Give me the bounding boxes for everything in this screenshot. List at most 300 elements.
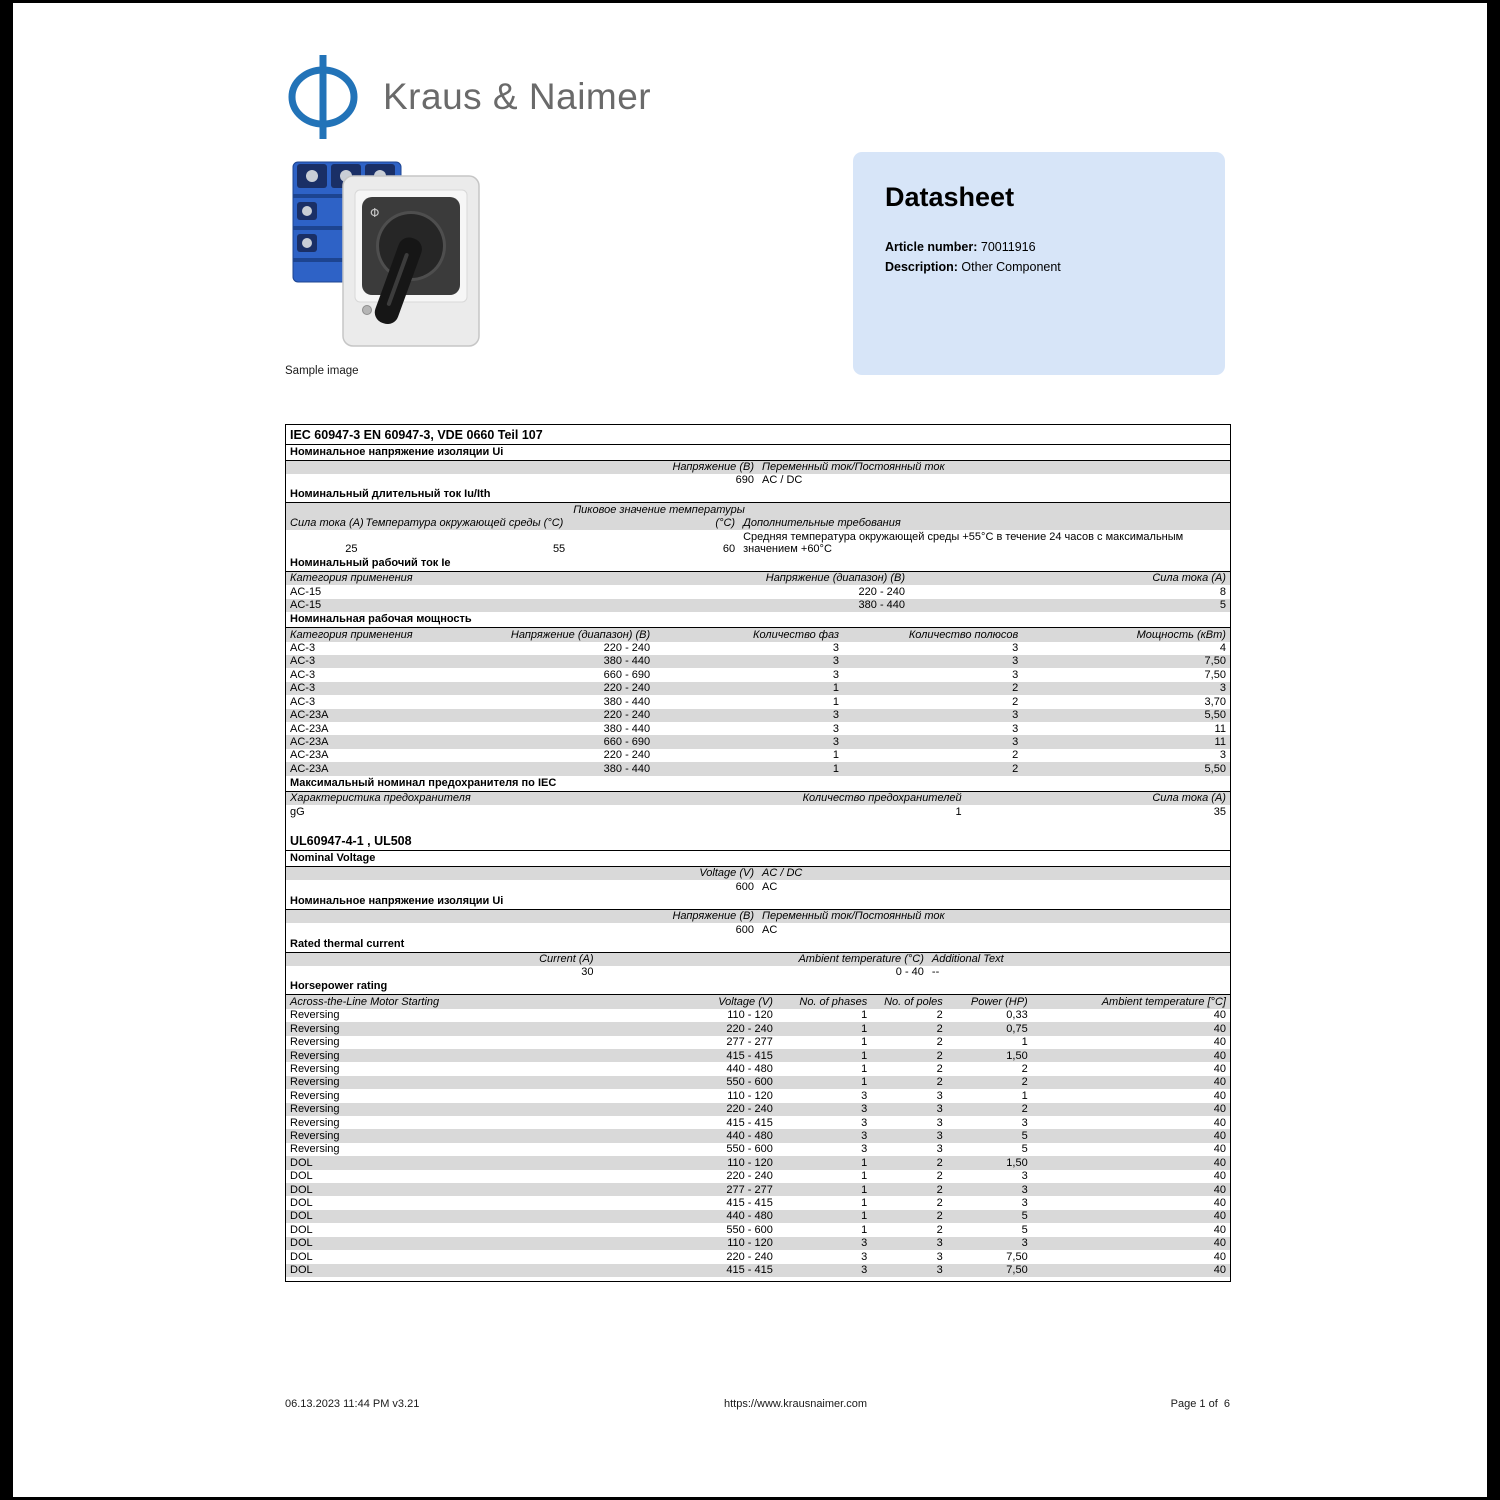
cell: 2	[936, 1156, 943, 1169]
cell: 380 - 440	[603, 762, 651, 775]
product-photo	[285, 150, 485, 355]
cell: 7,50	[1006, 1264, 1028, 1276]
cell: 3	[832, 709, 839, 722]
data-row	[286, 1196, 1230, 1209]
section-label: Номинальное напряжение изоляции Ui	[290, 894, 504, 907]
data-row	[286, 1062, 1230, 1075]
data-row	[286, 735, 1230, 748]
cell: DOL	[290, 1210, 313, 1223]
cell: AC-23A	[290, 749, 329, 762]
data-row	[286, 1103, 1230, 1116]
description-label: Description:	[885, 260, 958, 274]
cell: 550 - 600	[726, 1143, 773, 1156]
data-row	[286, 1076, 1230, 1089]
cell: 3	[861, 1250, 868, 1263]
cell: 220 - 240	[726, 1022, 773, 1035]
cell: Additional Text	[931, 953, 1004, 966]
cell: 5	[1021, 1129, 1028, 1142]
cell: 440 - 480	[726, 1129, 773, 1142]
article-number-value: 70011916	[980, 240, 1036, 254]
cell: 40	[1213, 1250, 1226, 1263]
subsection-title-row	[286, 851, 1230, 867]
cell: 600	[735, 880, 754, 893]
cell: 220 - 240	[726, 1170, 773, 1183]
cell: 2	[936, 1210, 943, 1223]
data-row	[286, 474, 1230, 487]
cell: 40	[1213, 1009, 1226, 1022]
cell: Ambient temperature (°C)	[798, 953, 924, 966]
data-row	[286, 530, 1230, 556]
cell: 1	[861, 1076, 868, 1089]
cell: 2	[936, 1183, 943, 1196]
cell: 40	[1213, 1089, 1226, 1102]
section-label: Номинальный длительный ток Iu/Ith	[290, 488, 491, 501]
cell: Across-the-Line Motor Starting	[290, 995, 440, 1008]
cell: 5	[1021, 1210, 1028, 1223]
cell: Характеристика предохранителя	[290, 792, 471, 805]
column-header-row	[286, 910, 1230, 923]
subsection-title-row	[286, 612, 1230, 628]
cell: 40	[1213, 1237, 1226, 1250]
data-row	[286, 1250, 1230, 1263]
cell: Переменный ток/Постоянный ток	[762, 910, 945, 923]
cell: Reversing	[290, 1009, 340, 1022]
cell: 1	[832, 682, 839, 695]
cell: 3	[832, 655, 839, 668]
brand-phi-icon	[283, 55, 363, 139]
cell: Средняя температура окружающей среды +55°C в течение 24 часов с максимальным значением +60°C	[743, 530, 1184, 556]
cell: 220 - 240	[603, 642, 651, 655]
cell: (°C)	[715, 517, 736, 530]
section-label: Rated thermal current	[290, 937, 405, 950]
cell: 40	[1213, 1196, 1226, 1209]
cell: Переменный ток/Постоянный ток	[762, 461, 945, 473]
cell: 440 - 480	[726, 1062, 773, 1075]
cell: 11	[1214, 722, 1226, 735]
data-row	[286, 1156, 1230, 1169]
cell: 415 - 415	[726, 1049, 773, 1062]
data-row	[286, 695, 1230, 708]
cell: 3	[936, 1264, 943, 1276]
cell: AC-3	[290, 668, 316, 681]
cell: AC-23A	[290, 735, 329, 748]
cell: AC-23A	[290, 709, 329, 722]
data-row	[286, 1129, 1230, 1142]
cell: Пиковое значение температуры	[573, 503, 745, 516]
cell: Voltage (V)	[718, 995, 773, 1008]
column-header-row	[286, 867, 1230, 880]
spacer-row	[286, 1277, 1230, 1281]
data-row	[286, 1183, 1230, 1196]
cell: --	[931, 966, 940, 979]
cell: Current (A)	[539, 953, 594, 966]
data-row	[286, 1210, 1230, 1223]
data-row	[286, 762, 1230, 775]
data-row	[286, 722, 1230, 735]
cell: 3	[1012, 668, 1019, 681]
cell: 2	[936, 1049, 943, 1062]
cell: Температура окружающей среды (°C)	[365, 517, 564, 530]
cell: 220 - 240	[726, 1103, 773, 1116]
cell: Reversing	[290, 1089, 340, 1102]
cell: 2	[936, 1170, 943, 1183]
cell: 60	[722, 543, 736, 556]
cell: 0,33	[1006, 1009, 1028, 1022]
cell: 0 - 40	[895, 966, 924, 979]
cell: 35	[1213, 805, 1226, 818]
cell: AC	[762, 923, 778, 936]
cell: AC-23A	[290, 722, 329, 735]
cell: Сила тока (A)	[1152, 792, 1226, 805]
cell: 3	[1021, 1116, 1028, 1129]
cell: 1	[861, 1062, 868, 1075]
cell: 3	[861, 1103, 868, 1116]
cell: Количество фаз	[753, 628, 839, 641]
cell: 415 - 415	[726, 1264, 773, 1276]
data-row	[286, 642, 1230, 655]
cell: AC	[762, 880, 778, 893]
column-header-row	[286, 461, 1230, 474]
brand-name: Kraus & Naimer	[383, 76, 652, 117]
cell: Дополнительные требования	[743, 517, 901, 530]
cell: 40	[1213, 1116, 1226, 1129]
cell: AC / DC	[762, 867, 803, 880]
cell: 110 - 120	[727, 1156, 773, 1169]
cell: 2	[1021, 1062, 1028, 1075]
cell: Reversing	[290, 1129, 340, 1142]
cell: 3	[832, 642, 839, 655]
cell: No. of poles	[884, 995, 943, 1008]
section-label: Максимальный номинал предохранителя по IEC	[290, 776, 557, 789]
cell: 2	[1012, 682, 1019, 695]
cell: 3	[861, 1264, 868, 1276]
cell: 25	[345, 543, 358, 556]
cell: AC-23A	[290, 762, 329, 775]
cell: 3	[936, 1089, 943, 1102]
cell: 380 - 440	[603, 695, 651, 708]
cell: 1	[832, 695, 839, 708]
cell: 3	[936, 1103, 943, 1116]
cell: DOL	[290, 1183, 313, 1196]
cell: 2	[936, 1022, 943, 1035]
cell: Напряжение (диапазон) (В)	[510, 628, 651, 641]
column-header-row	[286, 572, 1230, 585]
cell: 277 - 277	[726, 1036, 773, 1049]
cell: 3	[1012, 655, 1019, 668]
cell: 40	[1213, 1210, 1226, 1223]
cell: 1	[861, 1049, 868, 1062]
section-title-row	[286, 831, 1230, 851]
cell: 2	[936, 1223, 943, 1236]
product-caption: Sample image	[285, 365, 359, 377]
cell: 7,50	[1204, 655, 1226, 668]
data-row	[286, 585, 1230, 598]
section-label: UL60947-4-1 , UL508	[290, 834, 412, 849]
cell: 3	[936, 1143, 943, 1156]
cell: Количество полюсов	[908, 628, 1019, 641]
cell: Reversing	[290, 1143, 340, 1156]
cell: Reversing	[290, 1049, 340, 1062]
cell: 2	[1012, 762, 1019, 775]
cell: DOL	[290, 1237, 313, 1250]
cell: Ambient temperature [°C]	[1101, 995, 1226, 1008]
cell: 3	[1021, 1196, 1028, 1209]
cell: DOL	[290, 1250, 313, 1263]
cell: 5,50	[1204, 709, 1226, 722]
spacer-row	[286, 818, 1230, 831]
cell: 40	[1213, 1049, 1226, 1062]
cell: 40	[1213, 1129, 1226, 1142]
cell: 4	[1219, 642, 1226, 655]
cell: 3	[1021, 1170, 1028, 1183]
cell: 550 - 600	[726, 1223, 773, 1236]
cell: 660 - 690	[603, 668, 651, 681]
cell: 40	[1213, 1022, 1226, 1035]
section-label: Номинальное напряжение изоляции Ui	[290, 445, 504, 458]
cell: No. of phases	[799, 995, 868, 1008]
cell: Reversing	[290, 1022, 340, 1035]
data-row	[286, 1143, 1230, 1156]
cell: 1	[861, 1156, 868, 1169]
cell: 3	[936, 1237, 943, 1250]
footer-page-number: Page 1 of 6	[1170, 1398, 1230, 1410]
cell: Сила тока (A)	[290, 517, 364, 530]
card-title: Datasheet	[885, 182, 1015, 212]
page-frame-left	[0, 0, 13, 1500]
cell: 440 - 480	[726, 1210, 773, 1223]
cell: 1,50	[1006, 1049, 1028, 1062]
data-row	[286, 1036, 1230, 1049]
cell: 30	[581, 966, 594, 979]
cell: Количество предохранителей	[802, 792, 962, 805]
cell: 5	[1021, 1143, 1028, 1156]
cell: 7,50	[1204, 668, 1226, 681]
article-number-label: Article number:	[885, 240, 978, 254]
cell: 1	[861, 1210, 868, 1223]
cell: 40	[1213, 1062, 1226, 1075]
cell: Reversing	[290, 1076, 340, 1089]
cell: 40	[1213, 1036, 1226, 1049]
cell: 3	[1012, 735, 1019, 748]
data-row	[286, 682, 1230, 695]
cell: 1	[861, 1196, 868, 1209]
cell: DOL	[290, 1196, 313, 1209]
cell: 2	[936, 1009, 943, 1022]
cell: AC-15	[290, 599, 322, 612]
section-label: Номинальная рабочая мощность	[290, 613, 472, 626]
cell: 2	[1012, 695, 1019, 708]
cell: 220 - 240	[603, 709, 651, 722]
cell: Reversing	[290, 1062, 340, 1075]
cell: DOL	[290, 1170, 313, 1183]
cell: 1	[955, 805, 962, 818]
cell: 3	[861, 1116, 868, 1129]
data-row	[286, 1022, 1230, 1035]
cell: 3	[861, 1089, 868, 1102]
cell: 3	[1012, 722, 1019, 735]
section-label: IEC 60947-3 EN 60947-3, VDE 0660 Teil 107	[290, 428, 543, 442]
subsection-title-row	[286, 445, 1230, 461]
cell: 3	[936, 1250, 943, 1263]
section-title-row	[286, 425, 1230, 445]
cell: 660 - 690	[603, 735, 651, 748]
cell: 40	[1213, 1223, 1226, 1236]
cell: 40	[1213, 1076, 1226, 1089]
cell: 5	[1021, 1223, 1028, 1236]
cell: 220 - 240	[858, 585, 906, 598]
cell: 3	[861, 1237, 868, 1250]
cell: 277 - 277	[726, 1183, 773, 1196]
subsection-title-row	[286, 937, 1230, 953]
cell: 1	[1021, 1089, 1028, 1102]
section-label: Horsepower rating	[290, 980, 388, 993]
cell: 0,75	[1006, 1022, 1028, 1035]
section-label: Номинальный рабочий ток Ie	[290, 556, 451, 569]
column-header-row	[286, 628, 1230, 641]
description-value: Other Component	[961, 260, 1061, 274]
cell: 600	[735, 923, 754, 936]
data-row	[286, 655, 1230, 668]
cell: Мощность (кВт)	[1136, 628, 1226, 641]
cell: 3	[1219, 682, 1226, 695]
datasheet-card	[853, 152, 1225, 375]
cell: 1	[1021, 1036, 1028, 1049]
data-row	[286, 668, 1230, 681]
cell: 380 - 440	[603, 655, 651, 668]
cell: 40	[1213, 1156, 1226, 1169]
cell: 110 - 120	[727, 1009, 773, 1022]
product-figure	[285, 150, 485, 377]
cell: 3	[832, 668, 839, 681]
cell: gG	[290, 805, 305, 818]
cell: 1	[861, 1223, 868, 1236]
cell: Power (HP)	[970, 995, 1028, 1008]
cell: 1	[832, 749, 839, 762]
cell: 110 - 120	[727, 1237, 773, 1250]
data-row	[286, 1264, 1230, 1277]
cell: 40	[1213, 1143, 1226, 1156]
cell: 690	[735, 474, 754, 487]
cell: 2	[1021, 1076, 1028, 1089]
column-header-row	[286, 995, 1230, 1008]
cell: 1	[832, 762, 839, 775]
cell: Напряжение (В)	[672, 910, 754, 923]
cell: 380 - 440	[603, 722, 651, 735]
cell: 2	[1012, 749, 1019, 762]
cell: Сила тока (A)	[1152, 572, 1226, 585]
cell: AC / DC	[762, 474, 803, 487]
footer-url-link[interactable]: https://www.krausnaimer.com	[724, 1398, 868, 1410]
cell: 3	[936, 1116, 943, 1129]
cell: 3	[861, 1129, 868, 1142]
cell: AC-3	[290, 655, 316, 668]
data-row	[286, 1049, 1230, 1062]
cell: 110 - 120	[727, 1089, 773, 1102]
cell: 1,50	[1006, 1156, 1028, 1169]
page-frame-top	[0, 0, 1500, 3]
cell: 7,50	[1006, 1250, 1028, 1263]
cell: 2	[936, 1076, 943, 1089]
cell: 380 - 440	[858, 599, 906, 612]
column-header-row	[286, 517, 1230, 530]
data-row	[286, 749, 1230, 762]
data-row	[286, 709, 1230, 722]
column-header-row	[286, 503, 1230, 516]
cell: 55	[552, 543, 566, 556]
cell: Reversing	[290, 1103, 340, 1116]
cell: 3	[936, 1129, 943, 1142]
cell: 2	[936, 1196, 943, 1209]
column-header-row	[286, 953, 1230, 966]
cell: 415 - 415	[726, 1196, 773, 1209]
cell: AC-3	[290, 695, 316, 708]
cell: 1	[861, 1022, 868, 1035]
cell: Категория применения	[290, 572, 413, 585]
cell: 3	[1021, 1183, 1028, 1196]
cell: 3	[832, 722, 839, 735]
cell: 2	[936, 1062, 943, 1075]
section-label: Nominal Voltage	[290, 851, 376, 864]
cell: Напряжение (диапазон) (В)	[765, 572, 906, 585]
data-row	[286, 923, 1230, 936]
cell: Reversing	[290, 1036, 340, 1049]
cell: 550 - 600	[726, 1076, 773, 1089]
footer-generated-timestamp: 06.13.2023 11:44 PM v3.21	[285, 1398, 420, 1410]
data-row	[286, 1089, 1230, 1102]
cell: DOL	[290, 1223, 313, 1236]
cell: DOL	[290, 1264, 313, 1276]
subsection-title-row	[286, 487, 1230, 503]
cell: 1	[861, 1009, 868, 1022]
data-row	[286, 880, 1230, 893]
cell: 220 - 240	[603, 682, 651, 695]
cell: 1	[861, 1036, 868, 1049]
data-row	[286, 1116, 1230, 1129]
subsection-title-row	[286, 894, 1230, 910]
cell: 40	[1213, 1264, 1226, 1276]
data-row	[286, 1237, 1230, 1250]
cell: 2	[936, 1036, 943, 1049]
cell: Reversing	[290, 1116, 340, 1129]
page-frame-right	[1487, 0, 1500, 1500]
data-row	[286, 966, 1230, 979]
cell: AC-3	[290, 682, 316, 695]
cell: 3	[861, 1143, 868, 1156]
cell: 220 - 240	[726, 1250, 773, 1263]
cell: 8	[1219, 585, 1226, 598]
cell: 3	[1012, 642, 1019, 655]
subsection-title-row	[286, 556, 1230, 572]
cell: 220 - 240	[603, 749, 651, 762]
cell: 11	[1214, 735, 1226, 748]
cell: Voltage (V)	[699, 867, 754, 880]
cell: 1	[861, 1170, 868, 1183]
cell: 40	[1213, 1170, 1226, 1183]
cell: Напряжение (В)	[672, 461, 754, 473]
data-row	[286, 1223, 1230, 1236]
cell: 5	[1219, 599, 1226, 612]
data-row	[286, 599, 1230, 612]
subsection-title-row	[286, 979, 1230, 995]
cell: Категория применения	[290, 628, 413, 641]
column-header-row	[286, 792, 1230, 805]
cell: AC-15	[290, 585, 322, 598]
cell: 3	[832, 735, 839, 748]
cell: 3,70	[1204, 695, 1226, 708]
cell: 3	[1219, 749, 1226, 762]
brand-header	[283, 55, 651, 139]
cell: 40	[1213, 1183, 1226, 1196]
